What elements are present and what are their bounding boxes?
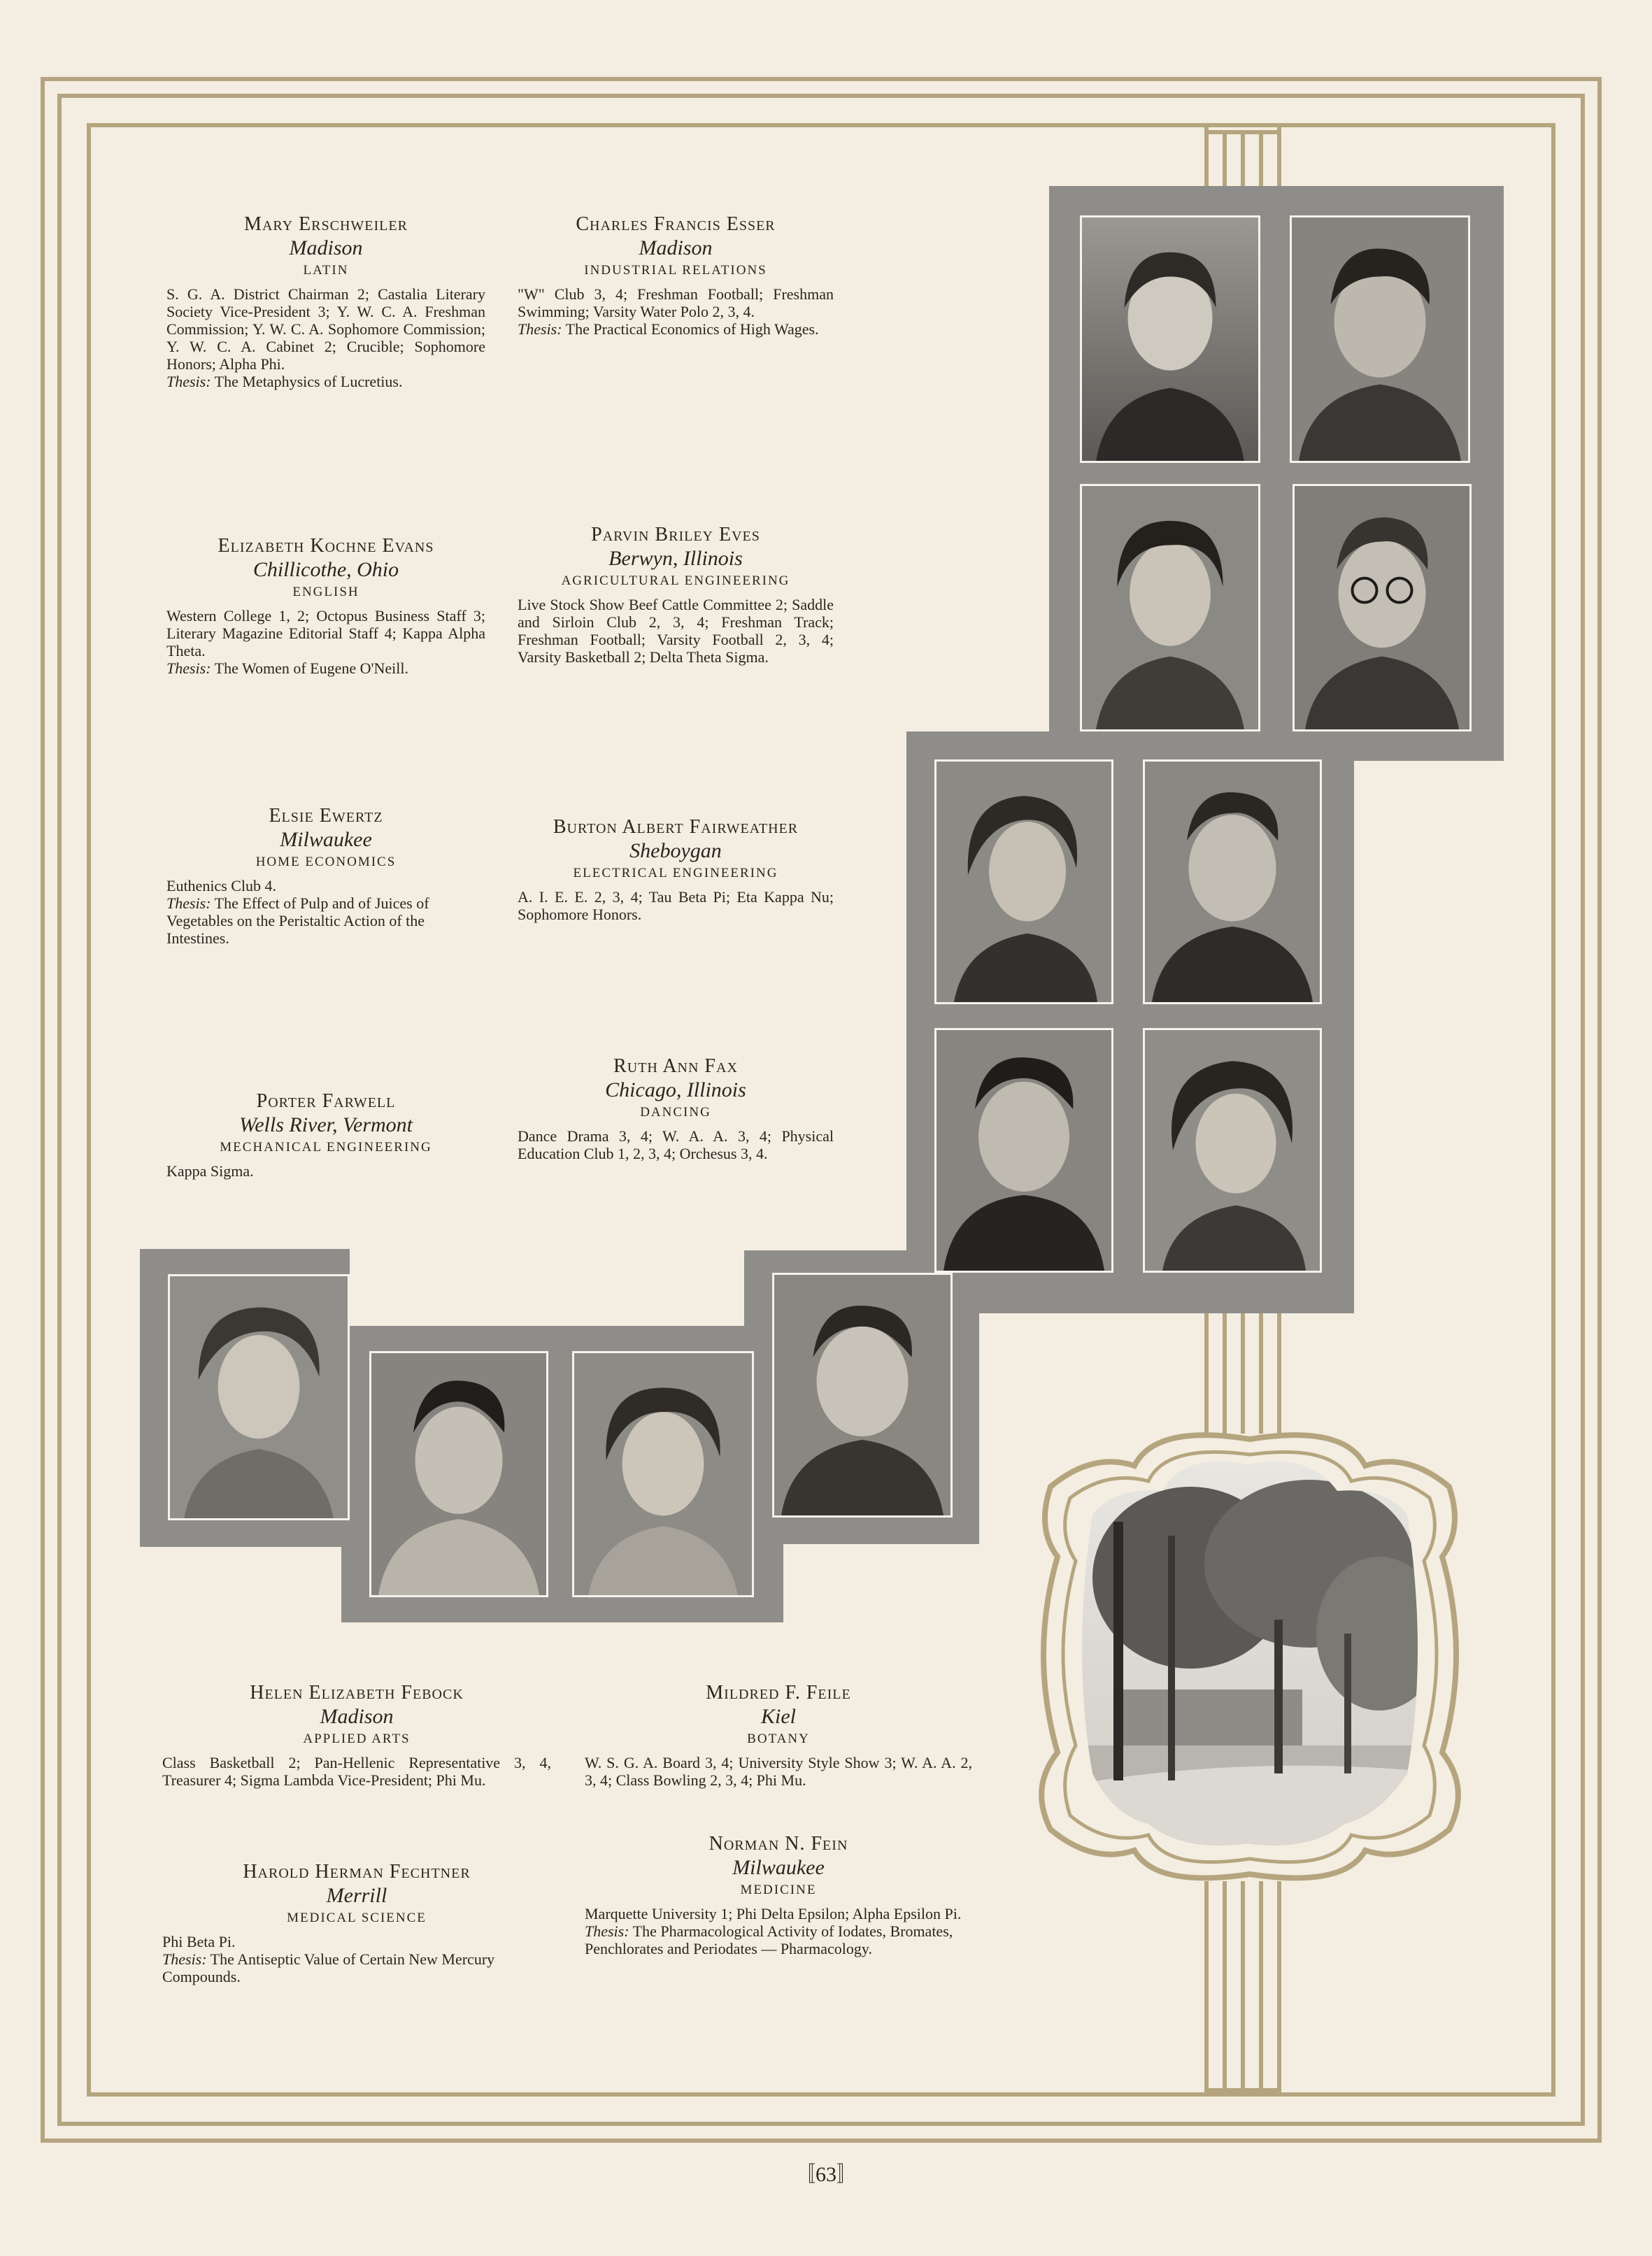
- student-entry: [585, 1681, 972, 1789]
- student-department: BOTANY: [747, 1732, 810, 1746]
- student-entry: [166, 804, 485, 947]
- student-thesis: Thesis: The Metaphysics of Lucretius.: [166, 373, 403, 390]
- student-name: Elizabeth Kochne Evans: [218, 535, 434, 557]
- student-name: Mildred F. Feile: [706, 1682, 851, 1704]
- student-activities: Marquette University 1; Phi Delta Epsilon; Alpha Epsilon Pi.: [585, 1905, 962, 1922]
- student-activities: Western College 1, 2; Octopus Business Staff 3; Literary Magazine Editorial Staff 4; Kappa Alpha Theta.: [166, 607, 485, 659]
- student-thesis: Thesis: The Women of Eugene O'Neill.: [166, 659, 408, 677]
- student-entry: [166, 213, 485, 390]
- student-name: Helen Elizabeth Febock: [250, 1682, 464, 1704]
- ornament-bar: [1204, 2088, 1281, 2092]
- ornament-bar: [1277, 1308, 1281, 1434]
- portrait-photo: [168, 1274, 350, 1520]
- student-entry: [585, 1832, 972, 1957]
- ornament-bar: [1204, 1308, 1209, 1434]
- student-hometown: Kiel: [761, 1705, 796, 1728]
- ornament-bar: [1223, 1881, 1227, 2091]
- student-name: Mary Erschweiler: [244, 213, 408, 235]
- student-name: Porter Farwell: [256, 1090, 396, 1112]
- student-activities: Live Stock Show Beef Cattle Committee 2; Saddle and Sirloin Club 2, 3, 4; Freshman Track; Freshman Football; Varsity Football 2, 3, 4; Varsity Basketball 2; Delta Theta Sigma.: [518, 596, 834, 666]
- ornament-bar: [1223, 130, 1227, 187]
- student-thesis: Thesis: The Pharmacological Activity of Iodates, Bromates, Penchlorates and Periodates — Pharmacology.: [585, 1922, 953, 1957]
- student-entry: [162, 1860, 551, 1985]
- student-entry: [518, 213, 834, 338]
- student-department: APPLIED ARTS: [303, 1732, 411, 1746]
- ornament-bar: [1241, 1881, 1245, 2091]
- student-activities: A. I. E. E. 2, 3, 4; Tau Beta Pi; Eta Kappa Nu; Sophomore Honors.: [518, 888, 834, 923]
- student-activities: Phi Beta Pi.: [162, 1933, 236, 1950]
- portrait-photo: [572, 1351, 754, 1597]
- portrait-photo: [1290, 215, 1470, 463]
- student-hometown: Chillicothe, Ohio: [252, 558, 399, 581]
- page-number: 〚63〛: [795, 2163, 857, 2186]
- student-entry: [166, 534, 485, 677]
- portrait-photo: [369, 1351, 548, 1597]
- portrait-photo: [934, 759, 1113, 1004]
- ornament-bar: [1241, 130, 1245, 187]
- portrait-photo: [1143, 759, 1322, 1004]
- student-hometown: Merrill: [326, 1884, 387, 1907]
- ornament-bar: [1204, 130, 1281, 134]
- student-thesis: Thesis: The Antiseptic Value of Certain New Mercury Compounds.: [162, 1950, 495, 1985]
- student-entry: [518, 815, 834, 923]
- portrait-photo: [1080, 484, 1260, 731]
- student-name: Ruth Ann Fax: [613, 1055, 738, 1077]
- student-department: LATIN: [303, 263, 349, 278]
- student-activities: Kappa Sigma.: [166, 1162, 254, 1180]
- student-name: Parvin Briley Eves: [591, 524, 760, 545]
- ornament-bar: [1259, 130, 1263, 187]
- ornament-bar: [1241, 1308, 1245, 1434]
- student-hometown: Madison: [639, 236, 713, 259]
- ornament-bar: [1277, 1881, 1281, 2097]
- student-department: ENGLISH: [292, 585, 359, 599]
- ornament-bar: [1259, 1308, 1263, 1434]
- student-hometown: Chicago, Illinois: [605, 1078, 746, 1101]
- student-department: MEDICINE: [740, 1883, 817, 1897]
- student-activities: S. G. A. District Chairman 2; Castalia Literary Society Vice-President 3; Y. W. C. A. Freshman Commission; Y. W. C. A. Sophomore Commission; Y. W. C. A. Cabinet 2; Crucible; Sophomore Honors; Alpha Phi.: [166, 285, 485, 373]
- student-department: AGRICULTURAL ENGINEERING: [561, 573, 790, 588]
- student-entry: [518, 523, 834, 666]
- portrait-photo: [772, 1273, 953, 1518]
- campus-vignette: [1016, 1424, 1484, 1888]
- ornament-bar: [1223, 1308, 1227, 1434]
- ornament-bar: [1259, 1881, 1263, 2091]
- student-name: Charles Francis Esser: [576, 213, 776, 235]
- portrait-photo: [1143, 1028, 1322, 1273]
- ornament-bar: [1204, 1881, 1209, 2097]
- student-hometown: Madison: [289, 236, 363, 259]
- student-hometown: Sheboygan: [629, 839, 722, 862]
- portrait-photo: [934, 1028, 1113, 1273]
- student-thesis: Thesis: The Effect of Pulp and of Juices of Vegetables on the Peristaltic Action of the Intestines.: [166, 894, 429, 947]
- student-name: Harold Herman Fechtner: [243, 1861, 471, 1883]
- student-thesis: Thesis: The Practical Economics of High Wages.: [518, 320, 819, 338]
- student-activities: "W" Club 3, 4; Freshman Football; Freshman Swimming; Varsity Water Polo 2, 3, 4.: [518, 285, 834, 320]
- student-entry: [162, 1681, 551, 1789]
- student-activities: Dance Drama 3, 4; W. A. A. 3, 4; Physical Education Club 1, 2, 3, 4; Orchesus 3, 4.: [518, 1127, 834, 1162]
- student-activities: Euthenics Club 4.: [166, 877, 277, 894]
- student-hometown: Milwaukee: [732, 1856, 825, 1879]
- student-name: Norman N. Fein: [708, 1833, 848, 1855]
- student-hometown: Milwaukee: [280, 828, 372, 851]
- portrait-photo: [1080, 215, 1260, 463]
- student-hometown: Berwyn, Illinois: [608, 547, 743, 570]
- student-activities: W. S. G. A. Board 3, 4; University Style Show 3; W. A. A. 2, 3, 4; Class Bowling 2, 3, 4; Phi Mu.: [585, 1754, 972, 1789]
- student-name: Burton Albert Fairweather: [553, 816, 799, 838]
- student-entry: [166, 1090, 485, 1180]
- student-hometown: Wells River, Vermont: [238, 1113, 413, 1136]
- student-department: HOME ECONOMICS: [255, 855, 397, 869]
- student-department: DANCING: [640, 1105, 711, 1120]
- portrait-photo: [1293, 484, 1472, 731]
- student-department: MECHANICAL ENGINEERING: [220, 1140, 432, 1155]
- student-department: INDUSTRIAL RELATIONS: [584, 263, 767, 278]
- student-activities: Class Basketball 2; Pan-Hellenic Representative 3, 4, Treasurer 4; Sigma Lambda Vice-President; Phi Mu.: [162, 1754, 551, 1789]
- student-entry: [518, 1055, 834, 1162]
- student-name: Elsie Ewertz: [269, 805, 383, 827]
- student-department: MEDICAL SCIENCE: [287, 1911, 427, 1925]
- student-department: ELECTRICAL ENGINEERING: [573, 866, 778, 880]
- student-hometown: Madison: [320, 1705, 394, 1728]
